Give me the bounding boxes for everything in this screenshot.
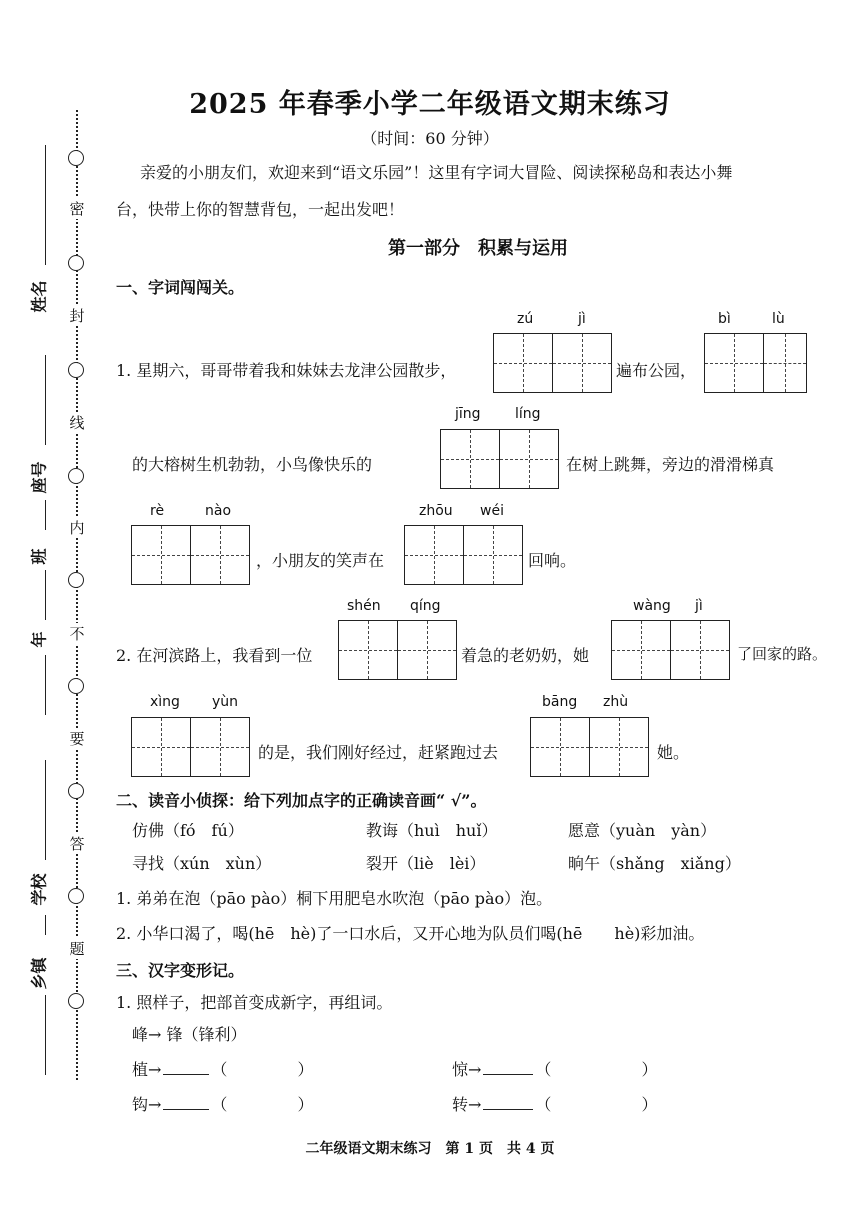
town-label: 乡镇 xyxy=(29,957,49,990)
answer-grid-shenqing[interactable] xyxy=(338,620,457,680)
pinyin: bāng xyxy=(542,694,578,710)
seal-char: 题 xyxy=(69,940,85,958)
q1-text-a: 1. 星期六，哥哥带着我和妹妹去龙津公园散步， xyxy=(116,361,457,380)
class-label: 班 xyxy=(29,548,49,565)
pinyin: líng xyxy=(515,406,541,422)
name-blank-line[interactable] xyxy=(45,145,46,265)
pinyin: zhōu xyxy=(419,503,453,519)
reading-sentence-2[interactable]: 2. 小华口渴了，喝(hē hè)了一口水后，又开心地为队员们喝(hē hè)彩加油。 xyxy=(116,924,705,943)
binding-hole-icon xyxy=(68,783,84,799)
seal-char: 答 xyxy=(69,835,85,853)
pinyin: qíng xyxy=(410,598,441,614)
class-blank-line[interactable] xyxy=(45,500,46,530)
binding-hole-icon xyxy=(68,468,84,484)
pinyin: zú xyxy=(517,311,534,327)
school-label: 学校 xyxy=(29,873,49,906)
reading-item[interactable]: 寻找（xún xùn） xyxy=(132,854,272,873)
intro-line-2: 台，快带上你的智慧背包，一起出发吧！ xyxy=(116,200,405,219)
grade-blank-line[interactable] xyxy=(45,570,46,620)
reading-item[interactable]: 晌午（shǎng xiǎng） xyxy=(568,854,741,873)
answer-blank[interactable] xyxy=(163,1060,209,1075)
pinyin: jì xyxy=(695,598,703,614)
exam-time: （时间：60 分钟） xyxy=(361,129,499,148)
part-1-heading: 第一部分 积累与运用 xyxy=(388,238,568,259)
answer-grid-bangzhu[interactable] xyxy=(530,717,649,777)
transform-item[interactable]: 植→ （ ） xyxy=(132,1060,314,1079)
transform-item[interactable]: 惊→ （ ） xyxy=(452,1060,658,1079)
binding-hole-icon xyxy=(68,255,84,271)
pinyin: nào xyxy=(205,503,232,519)
q1-text-d: 在树上跳舞，旁边的滑滑梯真 xyxy=(566,455,775,474)
grade-blank-line-2[interactable] xyxy=(45,655,46,715)
town-blank-line-2[interactable] xyxy=(45,995,46,1075)
answer-grid-jingling[interactable] xyxy=(440,429,559,489)
pinyin: lù xyxy=(772,311,785,327)
q2-text-a: 2. 在河滨路上，我看到一位 xyxy=(116,646,313,665)
binding-hole-icon xyxy=(68,362,84,378)
answer-blank[interactable] xyxy=(483,1060,533,1075)
intro-line-1: 亲爱的小朋友们，欢迎来到“语文乐园”！这里有字词大冒险、阅读探秘岛和表达小舞 xyxy=(140,163,733,182)
town-blank-line[interactable] xyxy=(45,915,46,935)
binding-hole-icon xyxy=(68,993,84,1009)
reading-item[interactable]: 裂开（liè lèi） xyxy=(366,854,486,873)
seal-char: 封 xyxy=(69,307,85,325)
seal-char: 不 xyxy=(69,625,85,643)
q1-text-b: 遍布公园， xyxy=(616,361,697,380)
reading-sentence-1[interactable]: 1. 弟弟在泡（pāo pào）桐下用肥皂水吹泡（pāo pào）泡。 xyxy=(116,889,553,908)
reading-item[interactable]: 愿意（yuàn yàn） xyxy=(568,821,717,840)
pinyin: zhù xyxy=(603,694,629,710)
seal-char: 要 xyxy=(69,730,85,748)
seat-blank-line[interactable] xyxy=(45,355,46,445)
school-blank-line[interactable] xyxy=(45,760,46,860)
seal-char: 密 xyxy=(69,200,85,218)
answer-grid-zuji[interactable] xyxy=(493,333,612,393)
answer-blank[interactable] xyxy=(483,1095,533,1110)
grade-label: 年 xyxy=(29,631,49,648)
pinyin: jì xyxy=(578,311,586,327)
binding-hole-icon xyxy=(68,572,84,588)
answer-grid-xingyun[interactable] xyxy=(131,717,250,777)
seal-char: 内 xyxy=(69,519,85,537)
reading-item[interactable]: 教诲（huì huǐ） xyxy=(366,821,498,840)
pinyin: bì xyxy=(718,311,731,327)
q1-text-f: 回响。 xyxy=(528,551,577,570)
pinyin: wàng xyxy=(633,598,671,614)
pinyin: jīng xyxy=(455,406,481,422)
transform-source: 植→ xyxy=(132,1060,162,1079)
section-1-heading: 一、字词闯闯关。 xyxy=(116,278,245,297)
section-3-q1: 1. 照样子，把部首变成新字，再组词。 xyxy=(116,993,393,1012)
reading-item[interactable]: 仿佛（fó fú） xyxy=(132,821,244,840)
binding-hole-icon xyxy=(68,150,84,166)
transform-source: 钩→ xyxy=(132,1095,162,1114)
pinyin: rè xyxy=(150,503,165,519)
binding-hole-icon xyxy=(68,678,84,694)
answer-grid-wangji[interactable] xyxy=(611,620,730,680)
answer-grid-zhouwei[interactable] xyxy=(404,525,523,585)
q2-text-e: 她。 xyxy=(657,743,690,762)
answer-grid-bilu[interactable] xyxy=(704,333,807,393)
transform-source: 惊→ xyxy=(452,1060,482,1079)
page-title: 2025 年春季小学二年级语文期末练习 xyxy=(189,89,671,120)
section-2-heading: 二、读音小侦探：给下列加点字的正确读音画“ √”。 xyxy=(116,791,487,810)
transform-source: 转→ xyxy=(452,1095,482,1114)
pinyin: shén xyxy=(347,598,381,614)
pinyin: yùn xyxy=(212,694,239,710)
section-3-heading: 三、汉字变形记。 xyxy=(116,961,245,980)
name-label: 姓名 xyxy=(29,280,49,313)
example-item: 峰→ 锋（锋利） xyxy=(132,1025,247,1044)
page-footer: 二年级语文期末练习 第 1 页 共 4 页 xyxy=(305,1141,555,1157)
transform-item[interactable]: 钩→ （ ） xyxy=(132,1095,314,1114)
q1-text-c: 的大榕树生机勃勃，小鸟像快乐的 xyxy=(132,455,373,474)
q2-text-d: 的是，我们刚好经过，赶紧跑过去 xyxy=(258,743,499,762)
q1-text-e: ，小朋友的笑声在 xyxy=(256,551,385,570)
transform-item[interactable]: 转→ （ ） xyxy=(452,1095,658,1114)
q2-text-b: 着急的老奶奶，她 xyxy=(461,646,590,665)
answer-blank[interactable] xyxy=(163,1095,209,1110)
answer-grid-renao[interactable] xyxy=(131,525,250,585)
pinyin: xìng xyxy=(150,694,180,710)
q2-text-c: 了回家的路。 xyxy=(737,645,828,663)
binding-hole-icon xyxy=(68,888,84,904)
seat-label: 座号 xyxy=(29,461,49,494)
pinyin: wéi xyxy=(480,503,504,519)
seal-char: 线 xyxy=(69,414,85,432)
